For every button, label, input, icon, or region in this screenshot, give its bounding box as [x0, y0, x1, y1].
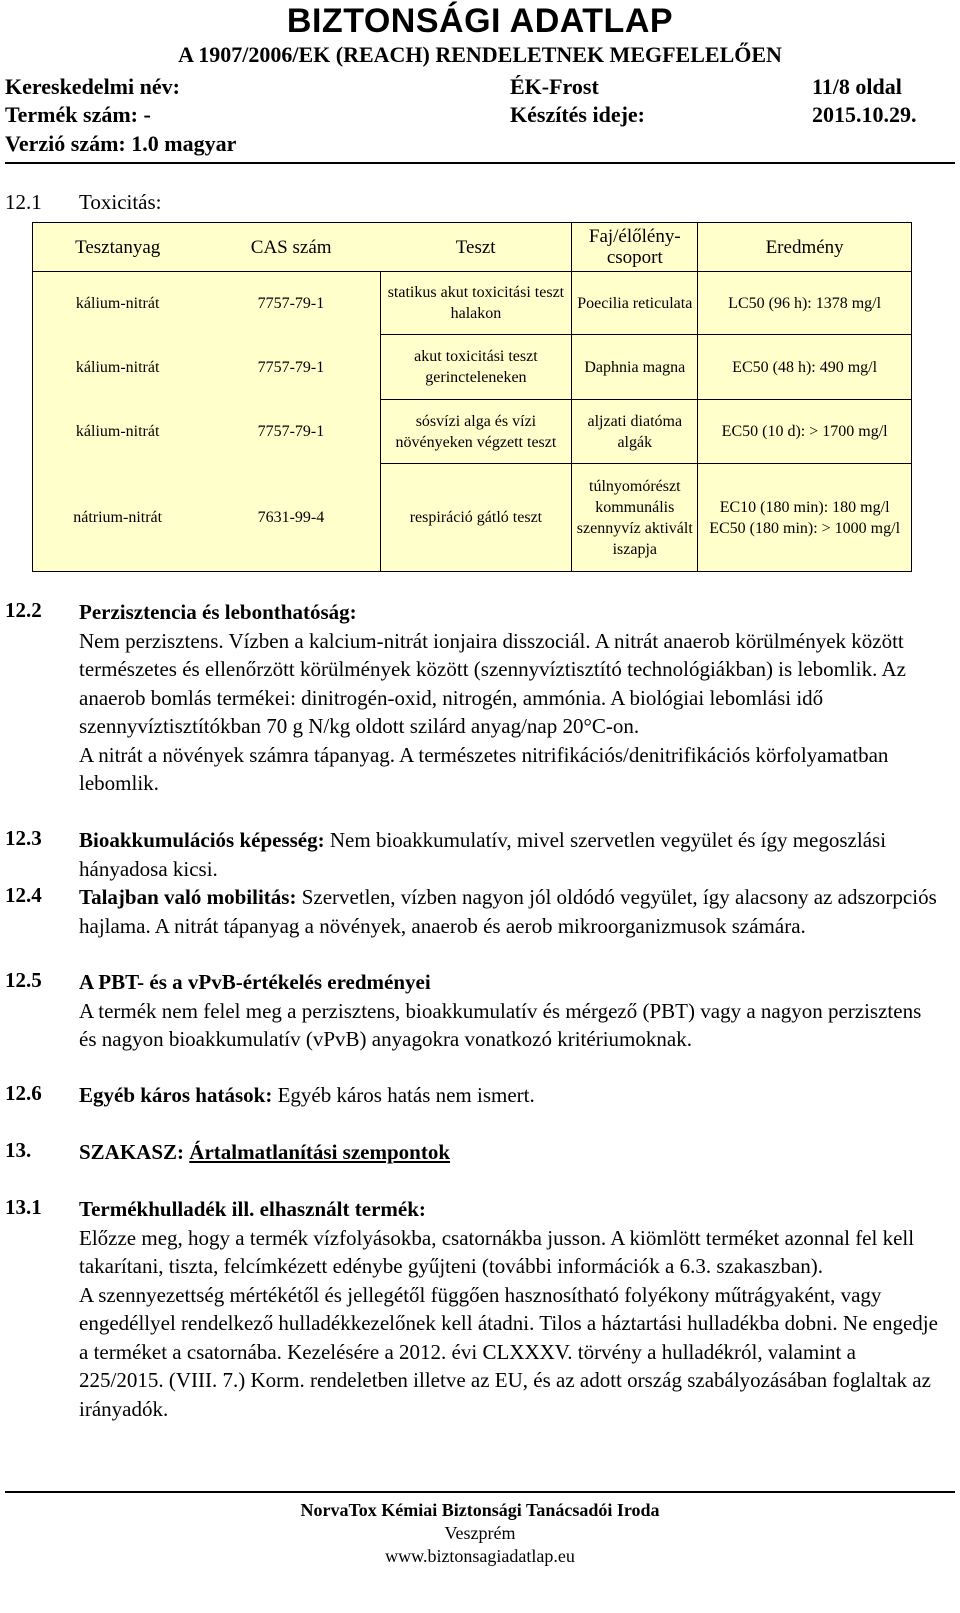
document-title: BIZTONSÁGI ADATLAP [286, 2, 674, 40]
section-12-4-title: Talajban való mobilitás: [79, 885, 297, 909]
footer-website: www.biztonsagiadatlap.eu [385, 1546, 575, 1566]
cell-test: akut toxicitási teszt gerincteleneken [380, 335, 572, 400]
header-result: Eredmény [698, 223, 912, 272]
section-12-4-text: Szervetlen, vízben nagyon jól oldódó vegyület, így alacsony az adszorpciós hajlama. A nitrát tápanyag a növények, anaerob és aerob mikroorganizmusok számára. [79, 885, 937, 938]
section-12-2-title: Perzisztencia és lebonthatóság: [79, 600, 357, 624]
cell-substance: nátrium-nitrát [73, 508, 163, 526]
section-12-3-title: Bioakkumulációs képesség: [79, 828, 325, 852]
cell-group: aljzati diatóma algák [572, 400, 698, 464]
cell-substance: kálium-nitrát [75, 423, 160, 440]
toxicity-table [32, 222, 912, 572]
trade-name-label: Kereskedelmi név: [5, 74, 180, 99]
section-12-2-paragraph: Nem perzisztens. Vízben a kalcium-nitrát ionjaira disszociál. A nitrát anaerob körülmények között természetes és ellenőrzött körülmények között (szennyvíztisztító technológiákban) is lebomlik. Az anaerob bomlás termékei: dinitrogén-oxid, nitrogén, ammónia. A biológiai lebomlási idő szennyvíztisztítókban 70 g N/kg oldott szilárd anyag/nap 20°C-on. [79, 628, 906, 738]
section-12-3 [79, 826, 939, 883]
header-substance: Tesztanyag [33, 223, 203, 272]
cell-result: LC50 (96 h): 1378 mg/l [698, 272, 912, 335]
cell-cas: 7757-79-1 [257, 423, 325, 440]
date-value: 2015.10.29. [812, 102, 917, 127]
cell-group: túlnyomórészt kommunális szennyvíz aktivált iszapja [572, 464, 698, 572]
section-12-4 [79, 883, 939, 940]
cell-result: EC50 (48 h): 490 mg/l [698, 335, 912, 400]
section-12-3-number: 12.3 [5, 826, 42, 850]
section-12-3-text: Nem bioakkumulatív, mivel szervetlen vegyület és így megoszlási hányadosa kicsi. [79, 828, 887, 881]
cell-substance: kálium-nitrát [75, 294, 160, 312]
section-12-2-number: 12.2 [5, 598, 42, 622]
header-group: Faj/élőlény-csoport [572, 223, 698, 272]
section-13-1-title: Termékhulladék ill. elhasznált termék: [79, 1197, 426, 1221]
version-number: Verzió szám: 1.0 magyar [5, 131, 237, 156]
section-13-title: Ártalmatlanítási szempontok [189, 1140, 451, 1164]
header-test: Teszt [380, 223, 572, 272]
cell-test: statikus akut toxicitási teszt halakon [380, 272, 572, 335]
table-row [33, 335, 912, 400]
section-13 [79, 1138, 939, 1167]
table-row [33, 272, 912, 335]
cell-result: EC50 (10 d): > 1700 mg/l [698, 400, 912, 464]
section-12-6 [79, 1081, 939, 1110]
section-12-2-paragraph: A nitrát a növények számra tápanyag. A természetes nitrifikációs/denitrifikációs körfolyamatban lebomlik. [79, 742, 889, 795]
cell-result [698, 464, 912, 572]
footer-divider [5, 1491, 955, 1493]
section-13-1 [79, 1195, 939, 1423]
footer-organization: NorvaTox Kémiai Biztonsági Tanácsadói Iroda [300, 1500, 660, 1520]
section-12-1-number: 12.1 [5, 190, 42, 214]
cell-result-line: EC50 (180 min): > 1000 mg/l [709, 519, 901, 537]
section-12-1-title: Toxicitás: [79, 190, 162, 214]
section-12-6-title: Egyéb káros hatások: [79, 1083, 273, 1107]
cell-group: Daphnia magna [572, 335, 698, 400]
section-12-5-title: A PBT- és a vPvB-értékelés eredményei [79, 970, 431, 994]
section-12-5-text: A termék nem felel meg a perzisztens, bioakkumulatív és mérgező (PBT) vagy a nagyon perzisztens és nagyon bioakkumulatív (vPvB) anyagokra vonatkozó kritériumoknak. [79, 998, 922, 1051]
section-13-1-number: 13.1 [5, 1195, 42, 1219]
cell-test: respiráció gátló teszt [380, 464, 572, 572]
date-label: Készítés ideje: [510, 102, 645, 127]
header-cas: CAS szám [202, 223, 380, 272]
section-12-6-text: Egyéb káros hatás nem ismert. [272, 1083, 535, 1107]
product-number: Termék szám: - [5, 102, 151, 127]
section-12-4-number: 12.4 [5, 883, 42, 907]
cell-result-line: EC10 (180 min): 180 mg/l [719, 498, 890, 516]
page-number: 11/8 oldal [812, 74, 902, 99]
document-subtitle: A 1907/2006/EK (REACH) RENDELETNEK MEGFELELŐEN [178, 42, 782, 67]
table-header-row [33, 223, 912, 272]
section-12-2 [79, 598, 939, 798]
section-13-number: 13. [5, 1138, 32, 1162]
footer-city: Veszprém [444, 1523, 516, 1543]
table-row [33, 400, 912, 464]
cell-test: sósvízi alga és vízi növényeken végzett teszt [380, 400, 572, 464]
section-13-1-paragraph: A szennyezettség mértékétől és jellegétől függően hasznosítható folyékony műtrágyaként, vagy engedéllyel rendelkező hulladékkezelőnek kell átadni. Tilos a háztartási hulladékba dobni. Ne engedje a terméket a csatornába. Kezelésére a 2012. évi CLXXXV. törvény a hulladékról, valamint a 225/2015. (VIII. 7.) Korm. rendeletben illetve az EU, és az adott ország szabályozásában foglaltak az irányadók. [79, 1282, 938, 1421]
cell-cas: 7757-79-1 [257, 358, 325, 376]
section-12-6-number: 12.6 [5, 1081, 42, 1105]
section-12-5-number: 12.5 [5, 968, 42, 992]
cell-cas: 7757-79-1 [257, 294, 325, 312]
table-row [33, 464, 912, 572]
section-12-5 [79, 968, 939, 1054]
cell-cas: 7631-99-4 [257, 508, 325, 526]
header-divider [5, 162, 955, 164]
section-13-label: SZAKASZ: [79, 1140, 190, 1164]
cell-group: Poecilia reticulata [572, 272, 698, 335]
cell-substance: kálium-nitrát [75, 358, 160, 376]
section-13-1-paragraph: Előzze meg, hogy a termék vízfolyásokba, csatornákba jusson. A kiömlött terméket azonnal fel kell takarítani, tiszta, felcímkézett edénybe gyűjteni (további információk a 6.3. szakaszban). [79, 1225, 915, 1278]
trade-name-value: ÉK-Frost [510, 74, 599, 99]
